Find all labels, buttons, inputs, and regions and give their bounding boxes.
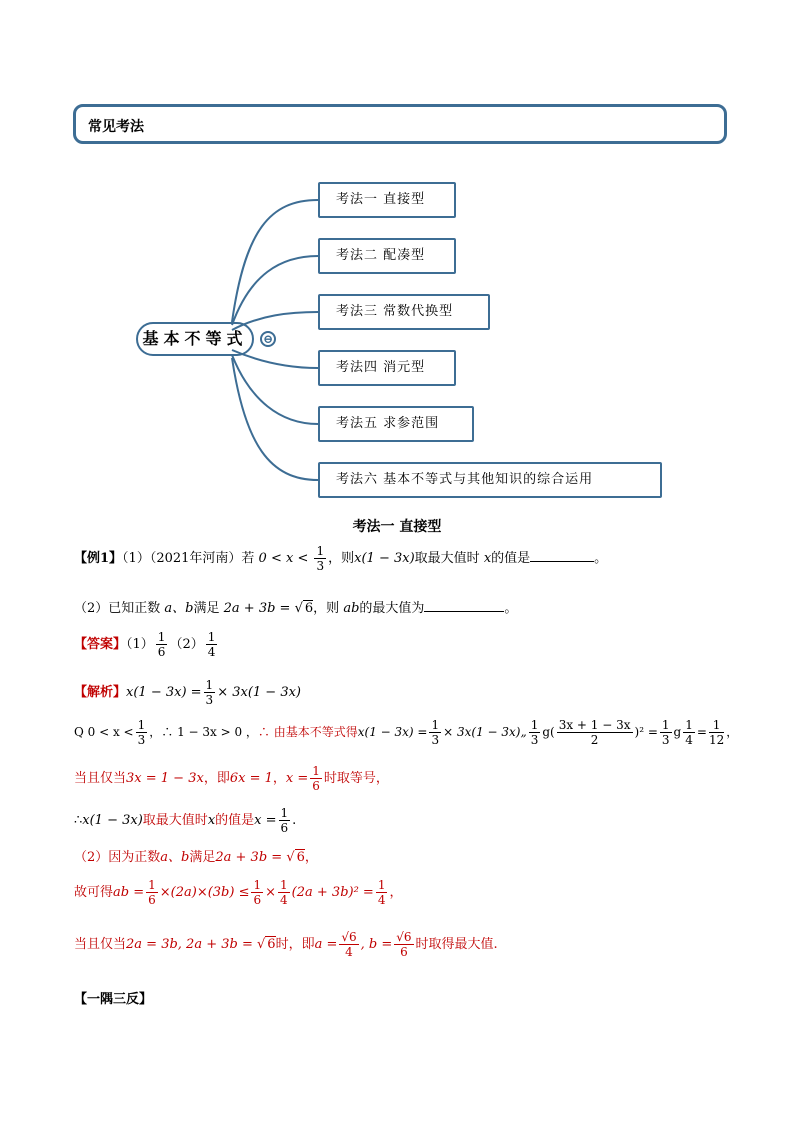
- q2-period: 。: [504, 601, 518, 616]
- answer-part2: （2）: [169, 637, 204, 652]
- l3-a: 当且仅当: [74, 771, 127, 786]
- example-question-1: [74, 544, 607, 573]
- l3-f: x =: [285, 771, 309, 786]
- q1-mid: ，则: [328, 551, 355, 566]
- example-question-2: （2）已知正数 a、b满足 2a + 3b = √ 6，则 ab的最大值为 。: [74, 601, 518, 616]
- branch-method-4[interactable]: 考法四 消元型: [318, 350, 456, 386]
- connector-6: [232, 358, 318, 480]
- q1-fraction: $\frac{1}{3}$: [316, 544, 325, 573]
- l3-b: 3x = 1 − 3x: [126, 771, 204, 786]
- l6-a: 故可得: [74, 885, 114, 900]
- l6-d: ×: [265, 885, 277, 900]
- l5-b: a、b: [160, 850, 190, 865]
- l4-d: x: [207, 813, 216, 828]
- l2-i: =: [696, 725, 707, 739]
- analysis-line-1: [74, 678, 301, 707]
- l5-e: ，: [304, 850, 318, 865]
- l6-e: (2a + 3b)² =: [291, 885, 374, 900]
- l2-e: × 3x(1 − 3x)„: [443, 725, 527, 739]
- l7-e: , b =: [360, 937, 393, 952]
- analysis-line-6: [74, 878, 402, 907]
- l3-e: ，: [272, 771, 286, 786]
- l2-g: )² =: [634, 725, 658, 739]
- l4-frac: $\frac{1}{6}$: [280, 806, 289, 835]
- branch-method-3[interactable]: 考法三 常数代换型: [318, 294, 490, 330]
- l6-c: ×(2a)×(3b) ≤: [159, 885, 250, 900]
- l6-frac-1: $\frac{1}{6}$: [148, 878, 156, 907]
- l3-c: ，即: [203, 771, 230, 786]
- analysis-label: 【解析】: [74, 685, 127, 700]
- l2-frac-5: $\frac{1}{3}$: [661, 718, 670, 747]
- l6-f: ，: [389, 885, 403, 900]
- l7-a: 当且仅当: [74, 937, 127, 952]
- l4-a: ∴: [74, 813, 83, 828]
- q2-suffix: ，则: [313, 601, 340, 616]
- branch-method-1[interactable]: 考法一 直接型: [318, 182, 456, 218]
- example-label: 【例1】: [74, 551, 123, 566]
- l7-b: 2a = 3b, 2a + 3b =: [126, 937, 257, 952]
- connector-1: [232, 200, 318, 322]
- analysis-expr: x(1 − 3x) =: [126, 685, 202, 700]
- l2-f: g(: [542, 725, 555, 739]
- l4-c: 取最大值时: [142, 813, 208, 828]
- analysis-line-5: （2）因为正数a、b满足2a + 3b = √ 6，: [74, 850, 318, 865]
- l7-f: 时取得最大值.: [415, 937, 498, 952]
- l4-e: 的值是: [215, 813, 255, 828]
- l3-frac: $\frac{1}{6}$: [312, 764, 320, 793]
- l7-c: 时，即: [275, 937, 315, 952]
- l2-frac-2: $\frac{1}{3}$: [431, 718, 440, 747]
- l2-frac-6: $\frac{1}{4}$: [685, 718, 693, 747]
- q1-expression: x(1 − 3x): [354, 551, 415, 566]
- q2-expression: 2a + 3b =: [223, 601, 295, 616]
- l2-a: Q 0 < x <: [74, 725, 134, 739]
- q1-variable: x: [483, 551, 492, 566]
- analysis-fraction: $\frac{1}{3}$: [205, 678, 214, 707]
- l6-b: ab =: [113, 885, 145, 900]
- q1-end: 的值是: [491, 551, 531, 566]
- l4-f: x =: [254, 813, 277, 828]
- l7-d: a =: [314, 937, 338, 952]
- l6-frac-3: $\frac{1}{4}$: [280, 878, 288, 907]
- l4-b: x(1 − 3x): [82, 813, 143, 828]
- q2-variables: a、b: [164, 601, 194, 616]
- l3-g: 时取等号，: [323, 771, 389, 786]
- q2-prefix: （2）已知正数: [74, 601, 161, 616]
- q2-sqrt: 6: [304, 601, 314, 616]
- practice-heading: 【一隅三反】: [74, 992, 153, 1007]
- l2-d: x(1 − 3x) =: [357, 725, 428, 739]
- l2-c: ∴ 由基本不等式得: [257, 725, 358, 739]
- q1-period: 。: [594, 551, 608, 566]
- l2-h: g: [673, 725, 682, 739]
- section-title: 常见考法: [88, 119, 144, 135]
- l4-g: .: [292, 813, 297, 828]
- q2-mid: 满足: [193, 601, 220, 616]
- analysis-line-2: [74, 718, 738, 747]
- l6-frac-4: $\frac{1}{4}$: [377, 878, 386, 907]
- q2-variable: ab: [343, 601, 360, 616]
- branch-method-2[interactable]: 考法二 配凑型: [318, 238, 456, 274]
- answer-fraction-2: $\frac{1}{4}$: [207, 630, 216, 659]
- collapse-icon[interactable]: ⊖: [260, 331, 276, 347]
- analysis-line-7: 当且仅当2a = 3b, 2a + 3b = √ 6时，即a = $\frac{√6}{4}$ , b = $\frac{√6}{6}$ 时取得最大值.: [74, 930, 498, 959]
- l2-frac-3: $\frac{1}{3}$: [530, 718, 539, 747]
- method-heading: 考法一 直接型: [352, 519, 442, 535]
- q1-answer-blank[interactable]: [530, 549, 594, 562]
- q1-condition: 0 < x <: [258, 551, 309, 566]
- l7-frac-2: $\frac{√6}{6}$: [396, 930, 412, 959]
- l5-sqrt: 6: [296, 850, 305, 865]
- q2-end: 的最大值为: [359, 601, 425, 616]
- answer-part1: （1）: [126, 637, 154, 652]
- l7-sqrt: 6: [267, 937, 276, 952]
- mindmap-center-node[interactable]: 基本不等式: [136, 322, 254, 356]
- answer-line: [74, 630, 219, 659]
- branch-method-5[interactable]: 考法五 求参范围: [318, 406, 474, 442]
- l3-d: 6x = 1: [229, 771, 273, 786]
- analysis-line-3: [74, 764, 389, 793]
- l2-j: ，: [726, 725, 739, 739]
- q1-prefix: （1）（2021年河南）若: [122, 551, 255, 566]
- l5-c: 满足: [189, 850, 216, 865]
- l5-d: 2a + 3b =: [215, 850, 287, 865]
- l5-a: （2）因为正数: [74, 850, 161, 865]
- l7-frac-1: $\frac{√6}{4}$: [341, 930, 357, 959]
- l2-b: ，∴ 1 − 3x > 0 ，: [149, 725, 258, 739]
- analysis-rest: × 3x(1 − 3x): [217, 685, 301, 700]
- l2-frac-7: $\frac{1}{12}$: [708, 718, 725, 747]
- answer-fraction-1: $\frac{1}{6}$: [157, 630, 166, 659]
- analysis-line-4: [74, 806, 296, 835]
- q2-answer-blank[interactable]: [424, 599, 504, 612]
- l2-frac-1: $\frac{1}{3}$: [137, 718, 146, 747]
- answer-label: 【答案】: [74, 637, 127, 652]
- q1-suffix: 取最大值时: [414, 551, 480, 566]
- l6-frac-2: $\frac{1}{6}$: [253, 878, 262, 907]
- branch-method-6[interactable]: 考法六 基本不等式与其他知识的综合运用: [318, 462, 662, 498]
- l2-frac-4: $\frac{3x + 1 - 3x}{2}$: [558, 718, 631, 747]
